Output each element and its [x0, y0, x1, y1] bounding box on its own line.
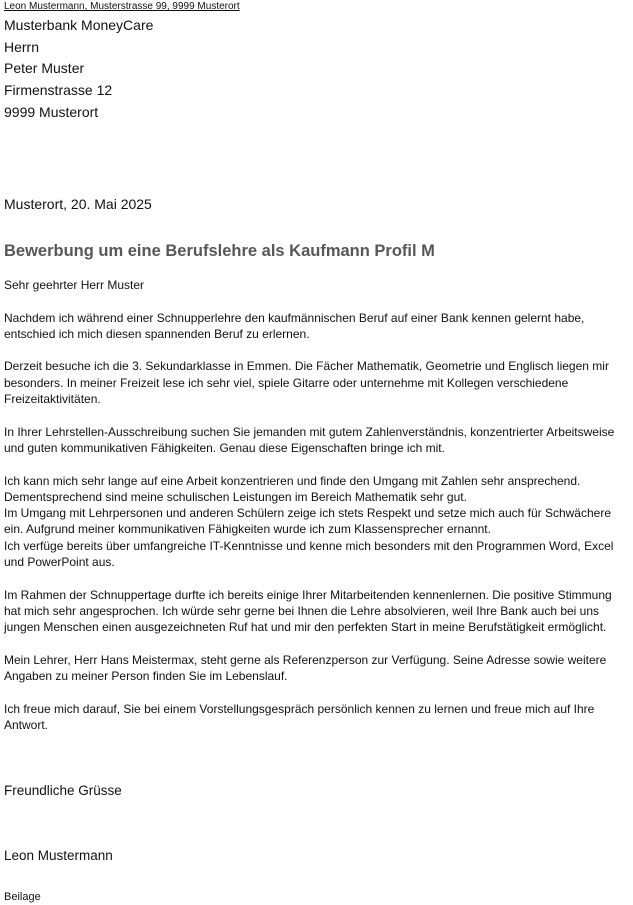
enclosure-note: Beilage: [4, 891, 41, 903]
paragraph-intro: Nachdem ich während einer Schnupperlehre den kaufmännischen Beruf auf einer Bank kennen gelernt habe, entschied ich mich diesen spannenden Beruf zu erlernen.: [4, 310, 585, 341]
paragraph-skills-social: Im Umgang mit Lehrpersonen und anderen Schülern zeige ich stets Respekt und setze mich auch für Schwächere ein. Aufgrund meiner kommunikativen Fähigkeiten wurde ich zum Klassensprecher ernannt.: [4, 506, 611, 537]
paragraph-skills-it: Ich verfüge bereits über umfangreiche IT-Kenntnisse und kenne mich besonders mit den Programmen Word, Excel und PowerPoint aus.: [4, 538, 614, 570]
recipient-salutation: Herrn: [4, 38, 40, 55]
letter-subject: Bewerbung um eine Berufslehre als Kaufmann Profil M: [4, 242, 435, 260]
paragraph-reference: Mein Lehrer, Herr Hans Meistermax, steht gerne als Referenzperson zur Verfügung. Seine Adresse sowie weitere Angaben zu meiner Person finden Sie im Lebenslauf.: [4, 652, 607, 684]
paragraph-skills-concentration: Ich kann mich sehr lange auf eine Arbeit konzentrieren und finde den Umgang mit Zahlen sehr ansprechend. Dementsprechend sind meine schulischen Leistungen im Bereich Mathematik sehr gut.: [4, 473, 581, 504]
greeting: Sehr geehrter Herr Muster: [4, 278, 145, 292]
recipient-name: Peter Muster: [4, 60, 85, 77]
paragraph-requirements: In Ihrer Lehrstellen-Ausschreibung suchen Sie jemanden mit gutem Zahlenverständnis, konzentrierter Arbeitsweise und guten kommunikativen Fähigkeiten. Genau diese Eigenschaften bringe ich mit.: [4, 424, 615, 455]
closing-greeting: Freundliche Grüsse: [4, 783, 122, 798]
paragraph-motivation: Im Rahmen der Schnuppertage durfte ich bereits einige Ihrer Mitarbeitenden kennenlernen. Die positive Stimmung hat mich sehr angesprochen. Ich würde sehr gerne bei Ihnen die Lehre absolvieren, weil Ihre Bank auch bei uns jungen Menschen einen ausgezeichneten Ruf hat und mir den perfekten Start in meine Berufstätigkeit ermöglicht.: [4, 587, 612, 635]
letter-date: Musterort, 20. Mai 2025: [4, 196, 152, 212]
recipient-company: Musterbank MoneyCare: [4, 17, 154, 33]
signature-name: Leon Mustermann: [4, 848, 113, 863]
recipient-address-block: [4, 15, 153, 124]
recipient-city: 9999 Musterort: [4, 103, 99, 120]
paragraph-school: Derzeit besuche ich die 3. Sekundarklasse in Emmen. Die Fächer Mathematik, Geometrie und Englisch liegen mir besonders. In meiner Freizeit lese ich sehr viel, spiele Gitarre oder unternehme mit Kollegen verschiedene Freizeitaktivitäten.: [4, 359, 609, 407]
letter-body: [4, 277, 631, 750]
paragraph-closing-remark: Ich freue mich darauf, Sie bei einem Vorstellungsgespräch persönlich kennen zu lernen und freue mich auf Ihre Antwort.: [4, 701, 595, 733]
recipient-street: Firmenstrasse 12: [4, 82, 113, 99]
sender-address-line: Leon Mustermann, Musterstrasse 99, 9999 Musterort: [4, 1, 240, 12]
